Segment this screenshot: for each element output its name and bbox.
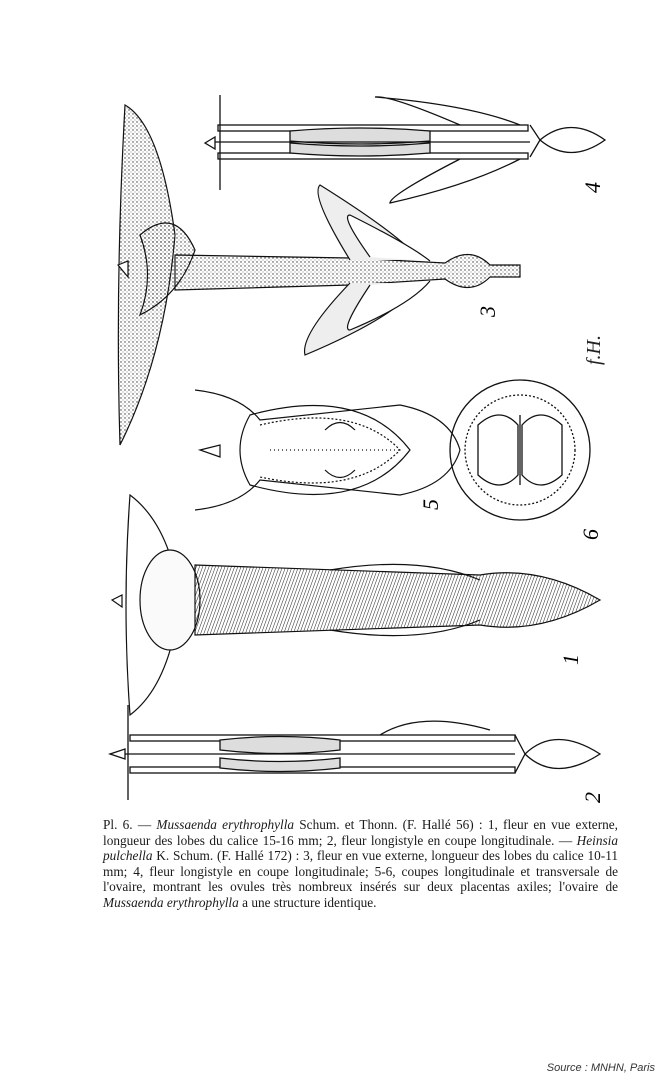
caption-part-3: a une structure identique.	[238, 894, 377, 910]
caption-genus-3: Mussaenda erythrophylla	[103, 894, 239, 910]
figure-1-drawing	[112, 495, 600, 715]
figure-number-5: 5	[418, 499, 443, 510]
figure-6-drawing	[450, 380, 590, 520]
caption-genus-1: Mussaenda erythrophylla	[156, 817, 295, 832]
caption-part-2: K. Schum. (F. Hallé 172) : 3, fleur en vue externe, longueur des lobes du calice 10-11 mm; 4, fleur longistyle en coupe longitudinale; 5-6, coupes longitudinale et transversale de l'ovaire, montrant les ovules très nombreux insérés sur deux placentas axiles; l'ovaire de	[103, 848, 618, 895]
source-credit: Source : MNHN, Paris	[546, 1062, 655, 1074]
figure-number-4: 4	[580, 182, 605, 193]
artist-initials: f.H.	[583, 335, 605, 365]
figure-number-3: 3	[475, 306, 500, 317]
figure-3-drawing	[118, 105, 520, 445]
figure-number-2: 2	[580, 792, 605, 803]
figure-2-drawing	[110, 705, 600, 800]
figure-number-1: 1	[558, 654, 583, 665]
caption-plate-label: Pl. 6. —	[103, 817, 152, 832]
plate-caption	[103, 817, 618, 911]
caption-part-1: Schum. et Thonn. (F. Hallé 56) : 1, fleur en vue externe, longueur des lobes du calice 15-16 mm; 2, fleur longistyle en coupe longitudinale. —	[103, 817, 618, 848]
caption-genus-2: Heinsia pulchella	[103, 832, 618, 864]
figure-4-drawing	[205, 95, 605, 203]
botanical-plate	[100, 85, 620, 815]
figure-number-6: 6	[578, 529, 603, 540]
figure-5-drawing	[195, 390, 460, 510]
